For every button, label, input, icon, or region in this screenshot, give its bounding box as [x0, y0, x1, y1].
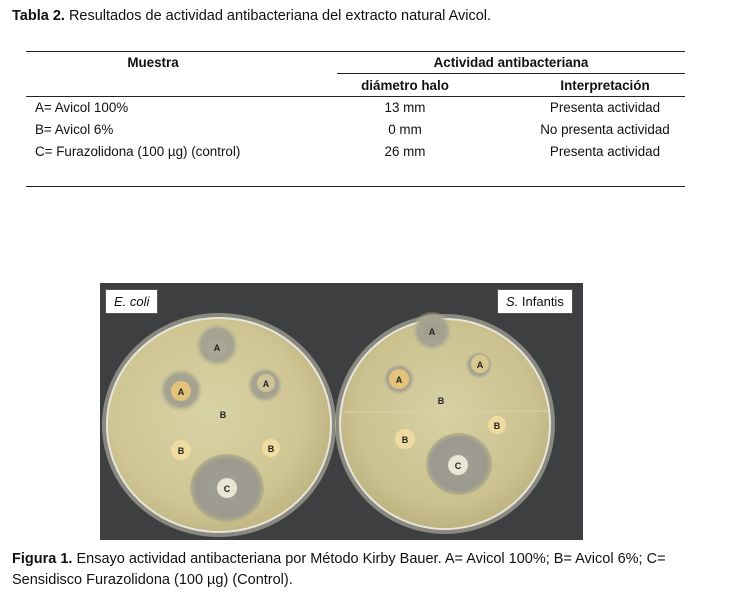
cell-interpretacion: Presenta actividad	[549, 144, 661, 159]
disk-b	[220, 410, 227, 420]
disk-letter: A	[395, 375, 403, 385]
disk-c	[448, 455, 468, 475]
disk-b	[171, 440, 191, 460]
disk-letter: B	[177, 446, 185, 456]
table-caption-text: Resultados de actividad antibacteriana del extracto natural Avicol.	[64, 8, 492, 24]
disk-letter: B	[401, 435, 409, 445]
table-bottom-rule	[26, 186, 685, 187]
header-actividad: Actividad antibacteriana	[433, 55, 589, 70]
petri-dish-s-infantis	[335, 311, 555, 534]
disk-b	[438, 396, 445, 406]
disk-a	[207, 337, 227, 357]
label-s-infantis	[497, 289, 573, 314]
petri-dish-e-coli	[102, 313, 336, 537]
subheader-interpretacion: Interpretación	[560, 78, 650, 93]
cell-muestra: C= Furazolidona (100 µg) (control)	[35, 144, 241, 159]
disk-letter: A	[428, 327, 436, 337]
disk-a	[389, 369, 409, 389]
disk-letter: B	[493, 421, 501, 431]
petri-dish-photo	[100, 283, 583, 540]
disk-letter: B	[437, 396, 445, 406]
disk-letter: A	[262, 379, 270, 389]
cell-interpretacion: Presenta actividad	[549, 100, 661, 115]
disk-a	[429, 327, 436, 337]
disk-letter: B	[267, 444, 275, 454]
disk-b	[262, 439, 280, 457]
figure-caption-text: Ensayo actividad antibacteriana por Método Kirby Bauer. A= Avicol 100%; B= Avicol 6%; C= Sensidisco Furazolidona (100 µg) (Control).	[12, 551, 666, 588]
figure-caption	[12, 549, 727, 591]
cell-diametro: 0 mm	[388, 122, 422, 137]
figure-caption-label: Figura 1.	[12, 551, 73, 567]
cell-diametro: 26 mm	[384, 144, 426, 159]
table-group-rule	[337, 73, 685, 74]
table-caption	[12, 8, 491, 24]
cell-diametro: 13 mm	[384, 100, 426, 115]
label-e-coli-text: E. coli	[114, 294, 150, 309]
cell-muestra: A= Avicol 100%	[35, 100, 129, 115]
label-e-coli	[105, 289, 158, 314]
disk-letter: A	[213, 343, 221, 353]
disk-letter: A	[177, 387, 185, 397]
disk-letter: B	[219, 410, 227, 420]
disk-a	[257, 374, 275, 392]
cell-muestra: B= Avicol 6%	[35, 122, 114, 137]
label-s-infantis-rest: Infantis	[518, 294, 564, 309]
table-caption-label: Tabla 2.	[12, 8, 65, 24]
header-muestra: Muestra	[127, 55, 179, 70]
disk-letter: C	[454, 461, 462, 471]
disk-letter: C	[223, 484, 231, 494]
disk-c	[217, 478, 237, 498]
cell-interpretacion: No presenta actividad	[540, 122, 670, 137]
disk-b	[488, 416, 506, 434]
table-top-rule	[26, 51, 685, 52]
label-s-infantis-genus: S.	[506, 294, 519, 309]
disk-letter: A	[476, 360, 484, 370]
subheader-diametro: diámetro halo	[361, 78, 449, 93]
disk-a	[171, 381, 191, 401]
table-header-rule	[26, 96, 685, 97]
disk-b	[395, 429, 415, 449]
disk-a	[471, 355, 489, 373]
